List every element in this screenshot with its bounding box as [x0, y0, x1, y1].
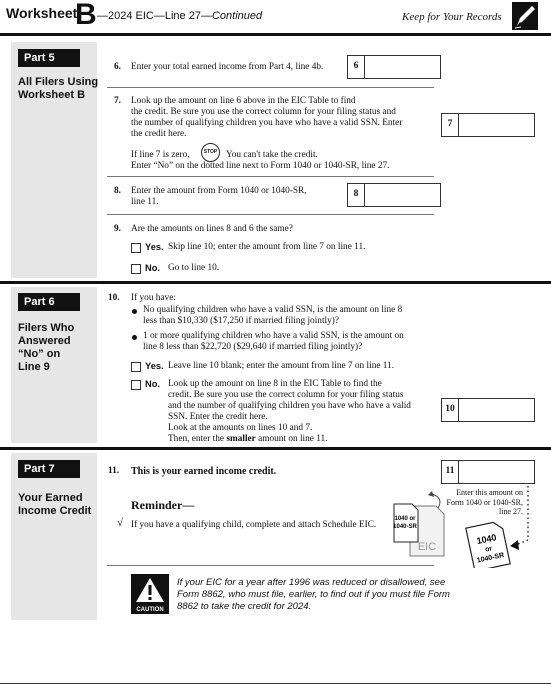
part7-tab: Part 7 — [18, 460, 80, 478]
line7-entry-box[interactable] — [441, 113, 535, 137]
keep-for-records-note: Keep for Your Records — [402, 11, 502, 23]
worksheet-word: Worksheet — [6, 5, 78, 21]
enter-note-line: line 27. — [499, 507, 523, 516]
dotted-connector — [518, 540, 528, 544]
caution-text — [177, 577, 477, 613]
line10-yes-text: Leave line 10 blank; enter the amount from line 7 on line 11. — [168, 361, 395, 371]
no-text-line: Look up the amount on line 8 in the EIC Table to find the — [168, 379, 382, 389]
part6-title-line: Answered — [18, 335, 71, 347]
line7-text-line: the credit. Be sure you use the correct column for your filing status and — [131, 107, 396, 117]
part5-title — [18, 76, 98, 102]
line9-no-text: Go to line 10. — [168, 263, 220, 273]
line7-if-zero: If line 7 is zero, — [131, 150, 190, 160]
eic-doc-label: EIC — [417, 541, 437, 553]
no-text-line: SSN. Enter the credit here. — [168, 412, 268, 422]
part6-title — [18, 322, 74, 374]
line9-yes-text: Skip line 10; enter the amount from line 7 on line 11. — [168, 242, 366, 252]
line6-text: Enter your total earned income from Part 4, line 4b. — [131, 62, 324, 72]
divider — [107, 87, 434, 88]
subtitle-continued: Continued — [211, 10, 263, 22]
no-text-line: and the number of qualifying children you have who have a valid — [168, 401, 411, 411]
bullet-icon — [132, 309, 137, 314]
doc3-line: 1040 — [475, 532, 498, 547]
bullet-icon — [132, 335, 137, 340]
line7-text-line: the credit here. — [131, 129, 187, 139]
line10-number: 10. — [108, 293, 120, 303]
line7-text-line: the number of qualifying children you have who have a valid SSN. Enter — [131, 118, 403, 128]
line9-no-checkbox[interactable] — [131, 264, 141, 274]
line8-entry-box[interactable] — [347, 183, 441, 207]
doc1-line: 1040 or — [394, 516, 416, 522]
line10-intro: If you have: — [131, 293, 176, 303]
smaller-prefix: Then, enter the — [168, 434, 225, 444]
doc3-line: 1040-SR — [476, 551, 505, 565]
line9-yes-label: Yes. — [145, 242, 164, 252]
header-rule — [0, 33, 551, 36]
part5-tab: Part 5 — [18, 49, 80, 67]
check-mark-icon: √ — [117, 517, 124, 529]
bullet1-line: less than $10,330 ($17,250 if married filing jointly)? — [143, 316, 339, 326]
caution-label: CAUTION — [136, 607, 164, 613]
caution-line: If your EIC for a year after 1996 was reduced or disallowed, see — [177, 577, 446, 588]
stop-icon: STOP — [201, 143, 220, 162]
line10-no-checkbox[interactable] — [131, 380, 141, 390]
reminder-title: Reminder— — [131, 498, 195, 512]
line6-box-label: 6 — [348, 56, 365, 78]
arrow-head-icon — [510, 540, 519, 550]
line9-no-label: No. — [145, 263, 160, 273]
line7-text-line: Look up the amount on line 6 above in the EIC Table to find — [131, 96, 356, 106]
smaller-word: smaller — [226, 434, 256, 444]
caution-icon — [131, 574, 169, 614]
line10-no-text — [168, 379, 428, 445]
line6-entry-box[interactable] — [347, 55, 441, 79]
bullet2-line: 1 or more qualifying children who have a valid SSN, is the amount on — [143, 331, 404, 341]
line10-box-label: 10 — [442, 399, 459, 421]
part6-title-line: Filers Who — [18, 322, 75, 334]
caution-line: Form 8862, who must file, earlier, to find out if you must file Form — [177, 589, 450, 600]
divider — [107, 176, 434, 177]
line10-yes-checkbox[interactable] — [131, 362, 141, 372]
line11-number: 11. — [108, 466, 120, 476]
line7-text — [131, 96, 431, 140]
part5-title-line: All Filers Using — [18, 76, 99, 88]
part7-title-line: Your Earned — [18, 492, 83, 504]
line9-yes-checkbox[interactable] — [131, 243, 141, 253]
part7-title-line: Income Credit — [18, 505, 92, 517]
line10-bullet2 — [143, 331, 433, 353]
bullet2-line: line 8 less than $22,720 ($29,640 if married filing jointly)? — [143, 342, 363, 352]
forms-illustration — [392, 478, 538, 568]
bullet1-line: No qualifying children who have a valid SSN, is the amount on line 8 — [143, 305, 403, 315]
no-text-line: Look at the amounts on lines 10 and 7. — [168, 423, 313, 433]
line11-box-label: 11 — [442, 461, 459, 483]
line7-cannot-take: You can't take the credit. — [226, 150, 318, 160]
reminder-text: If you have a qualifying child, complete and attach Schedule EIC. — [131, 520, 377, 530]
doc3-line: or — [484, 545, 493, 554]
worksheet-header — [0, 0, 551, 34]
divider — [107, 214, 434, 215]
part6-tab: Part 6 — [18, 293, 80, 311]
line10-bullet1 — [143, 305, 433, 327]
line10-entry-box[interactable] — [441, 398, 535, 422]
part6-title-line: Line 9 — [18, 361, 50, 373]
line8-text-line: line 11. — [131, 197, 159, 207]
section-rule — [0, 281, 551, 284]
form-1040-doc — [393, 504, 418, 542]
caution-line: 8862 to take the credit for 2024. — [177, 601, 312, 612]
worksheet-subtitle — [97, 10, 262, 22]
subtitle-prefix: —2024 EIC—Line 27— — [97, 10, 212, 22]
no-text-line: credit. Be sure you use the correct column for your filing status — [168, 390, 404, 400]
no-text-line — [168, 434, 428, 445]
section-rule — [0, 447, 551, 450]
part7-sidebar — [11, 453, 97, 620]
divider — [107, 565, 434, 566]
line9-question: Are the amounts on lines 8 and 6 the same? — [131, 224, 293, 234]
line6-number: 6. — [114, 62, 121, 72]
line8-text — [131, 186, 307, 208]
line11-text: This is your earned income credit. — [131, 466, 277, 477]
part7-title — [18, 492, 91, 518]
line8-box-label: 8 — [348, 184, 365, 206]
line7-box-label: 7 — [442, 114, 459, 136]
smaller-tail: amount on line 11. — [258, 434, 328, 444]
line10-no-label: No. — [145, 379, 160, 389]
line8-number: 8. — [114, 186, 121, 196]
worksheet-letter: B — [75, 0, 97, 31]
form-1040-doc-tilted — [466, 521, 510, 568]
line8-text-line: Enter the amount from Form 1040 or 1040-SR, — [131, 186, 307, 196]
part5-title-line: Worksheet B — [18, 89, 86, 101]
footer-rule — [0, 683, 551, 684]
line10-yes-label: Yes. — [145, 361, 164, 371]
enter-note-line: Enter this amount on — [456, 488, 523, 497]
line9-number: 9. — [114, 224, 121, 234]
pencil-icon — [511, 1, 539, 31]
enter-note-line: Form 1040 or 1040-SR, — [446, 497, 523, 507]
line7-enter-no: Enter “No” on the dotted line next to Form 1040 or 1040-SR, line 27. — [131, 161, 390, 171]
doc1-line: 1040-SR — [393, 524, 417, 530]
line7-number: 7. — [114, 96, 121, 106]
part6-title-line: “No” on — [18, 348, 61, 360]
